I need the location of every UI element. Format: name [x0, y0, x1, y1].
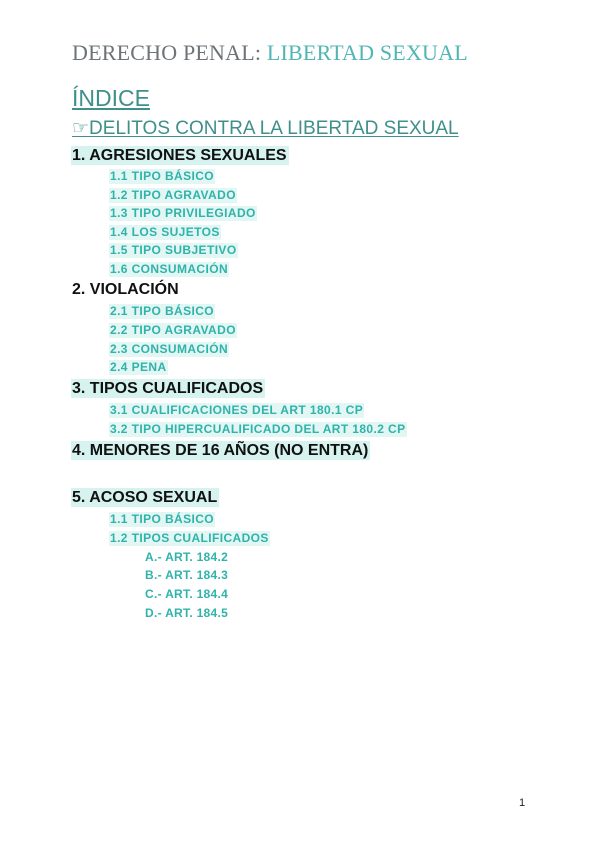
document-title [72, 40, 468, 66]
toc-section-acoso-sexual[interactable]: 5. ACOSO SEXUAL [72, 489, 218, 506]
toc-subsection[interactable]: 1.5 TIPO SUBJETIVO [110, 243, 237, 257]
toc-subsection[interactable]: 3.2 TIPO HIPERCUALIFICADO DEL ART 180.2 CP [110, 422, 406, 436]
document-title-prefix: DERECHO PENAL: [72, 40, 267, 65]
toc-subsection[interactable]: 2.4 PENA [110, 360, 167, 374]
main-heading-text: DELITOS CONTRA LA LIBERTAD SEXUAL [89, 118, 459, 139]
toc-item[interactable]: D.- ART. 184.5 [145, 606, 229, 620]
toc-subsection[interactable]: 1.2 TIPOS CUALIFICADOS [110, 531, 269, 545]
index-heading: ÍNDICE [72, 85, 150, 111]
toc-subsection[interactable]: 1.1 TIPO BÁSICO [110, 169, 215, 183]
toc-subsection[interactable]: 2.1 TIPO BÁSICO [110, 304, 215, 318]
toc-subsection[interactable]: 1.2 TIPO AGRAVADO [110, 188, 236, 202]
toc-section-violacion[interactable]: 2. VIOLACIÓN [72, 281, 179, 298]
toc-item[interactable]: B.- ART. 184.3 [145, 568, 229, 582]
page-number: 1 [519, 797, 526, 809]
toc-section-agresiones[interactable]: 1. AGRESIONES SEXUALES [72, 147, 287, 164]
toc-subsection[interactable]: 1.6 CONSUMACIÓN [110, 262, 229, 276]
toc-subsection[interactable]: 2.3 CONSUMACIÓN [110, 342, 229, 356]
pointing-hand-icon: ☞ [72, 117, 90, 139]
toc-section-tipos-cualificados[interactable]: 3. TIPOS CUALIFICADOS [72, 380, 264, 397]
toc-section-menores[interactable]: 4. MENORES DE 16 AÑOS (NO ENTRA) [72, 442, 369, 459]
main-heading[interactable] [72, 117, 459, 140]
toc-item[interactable]: A.- ART. 184.2 [145, 550, 229, 564]
toc-subsection[interactable]: 1.3 TIPO PRIVILEGIADO [110, 206, 256, 220]
toc-item[interactable]: C.- ART. 184.4 [145, 587, 229, 601]
toc-subsection[interactable]: 1.4 LOS SUJETOS [110, 225, 220, 239]
toc-subsection[interactable]: 2.2 TIPO AGRAVADO [110, 323, 236, 337]
toc-subsection[interactable]: 1.1 TIPO BÁSICO [110, 512, 215, 526]
toc-subsection[interactable]: 3.1 CUALIFICACIONES DEL ART 180.1 CP [110, 403, 364, 417]
document-title-suffix: LIBERTAD SEXUAL [266, 40, 468, 65]
